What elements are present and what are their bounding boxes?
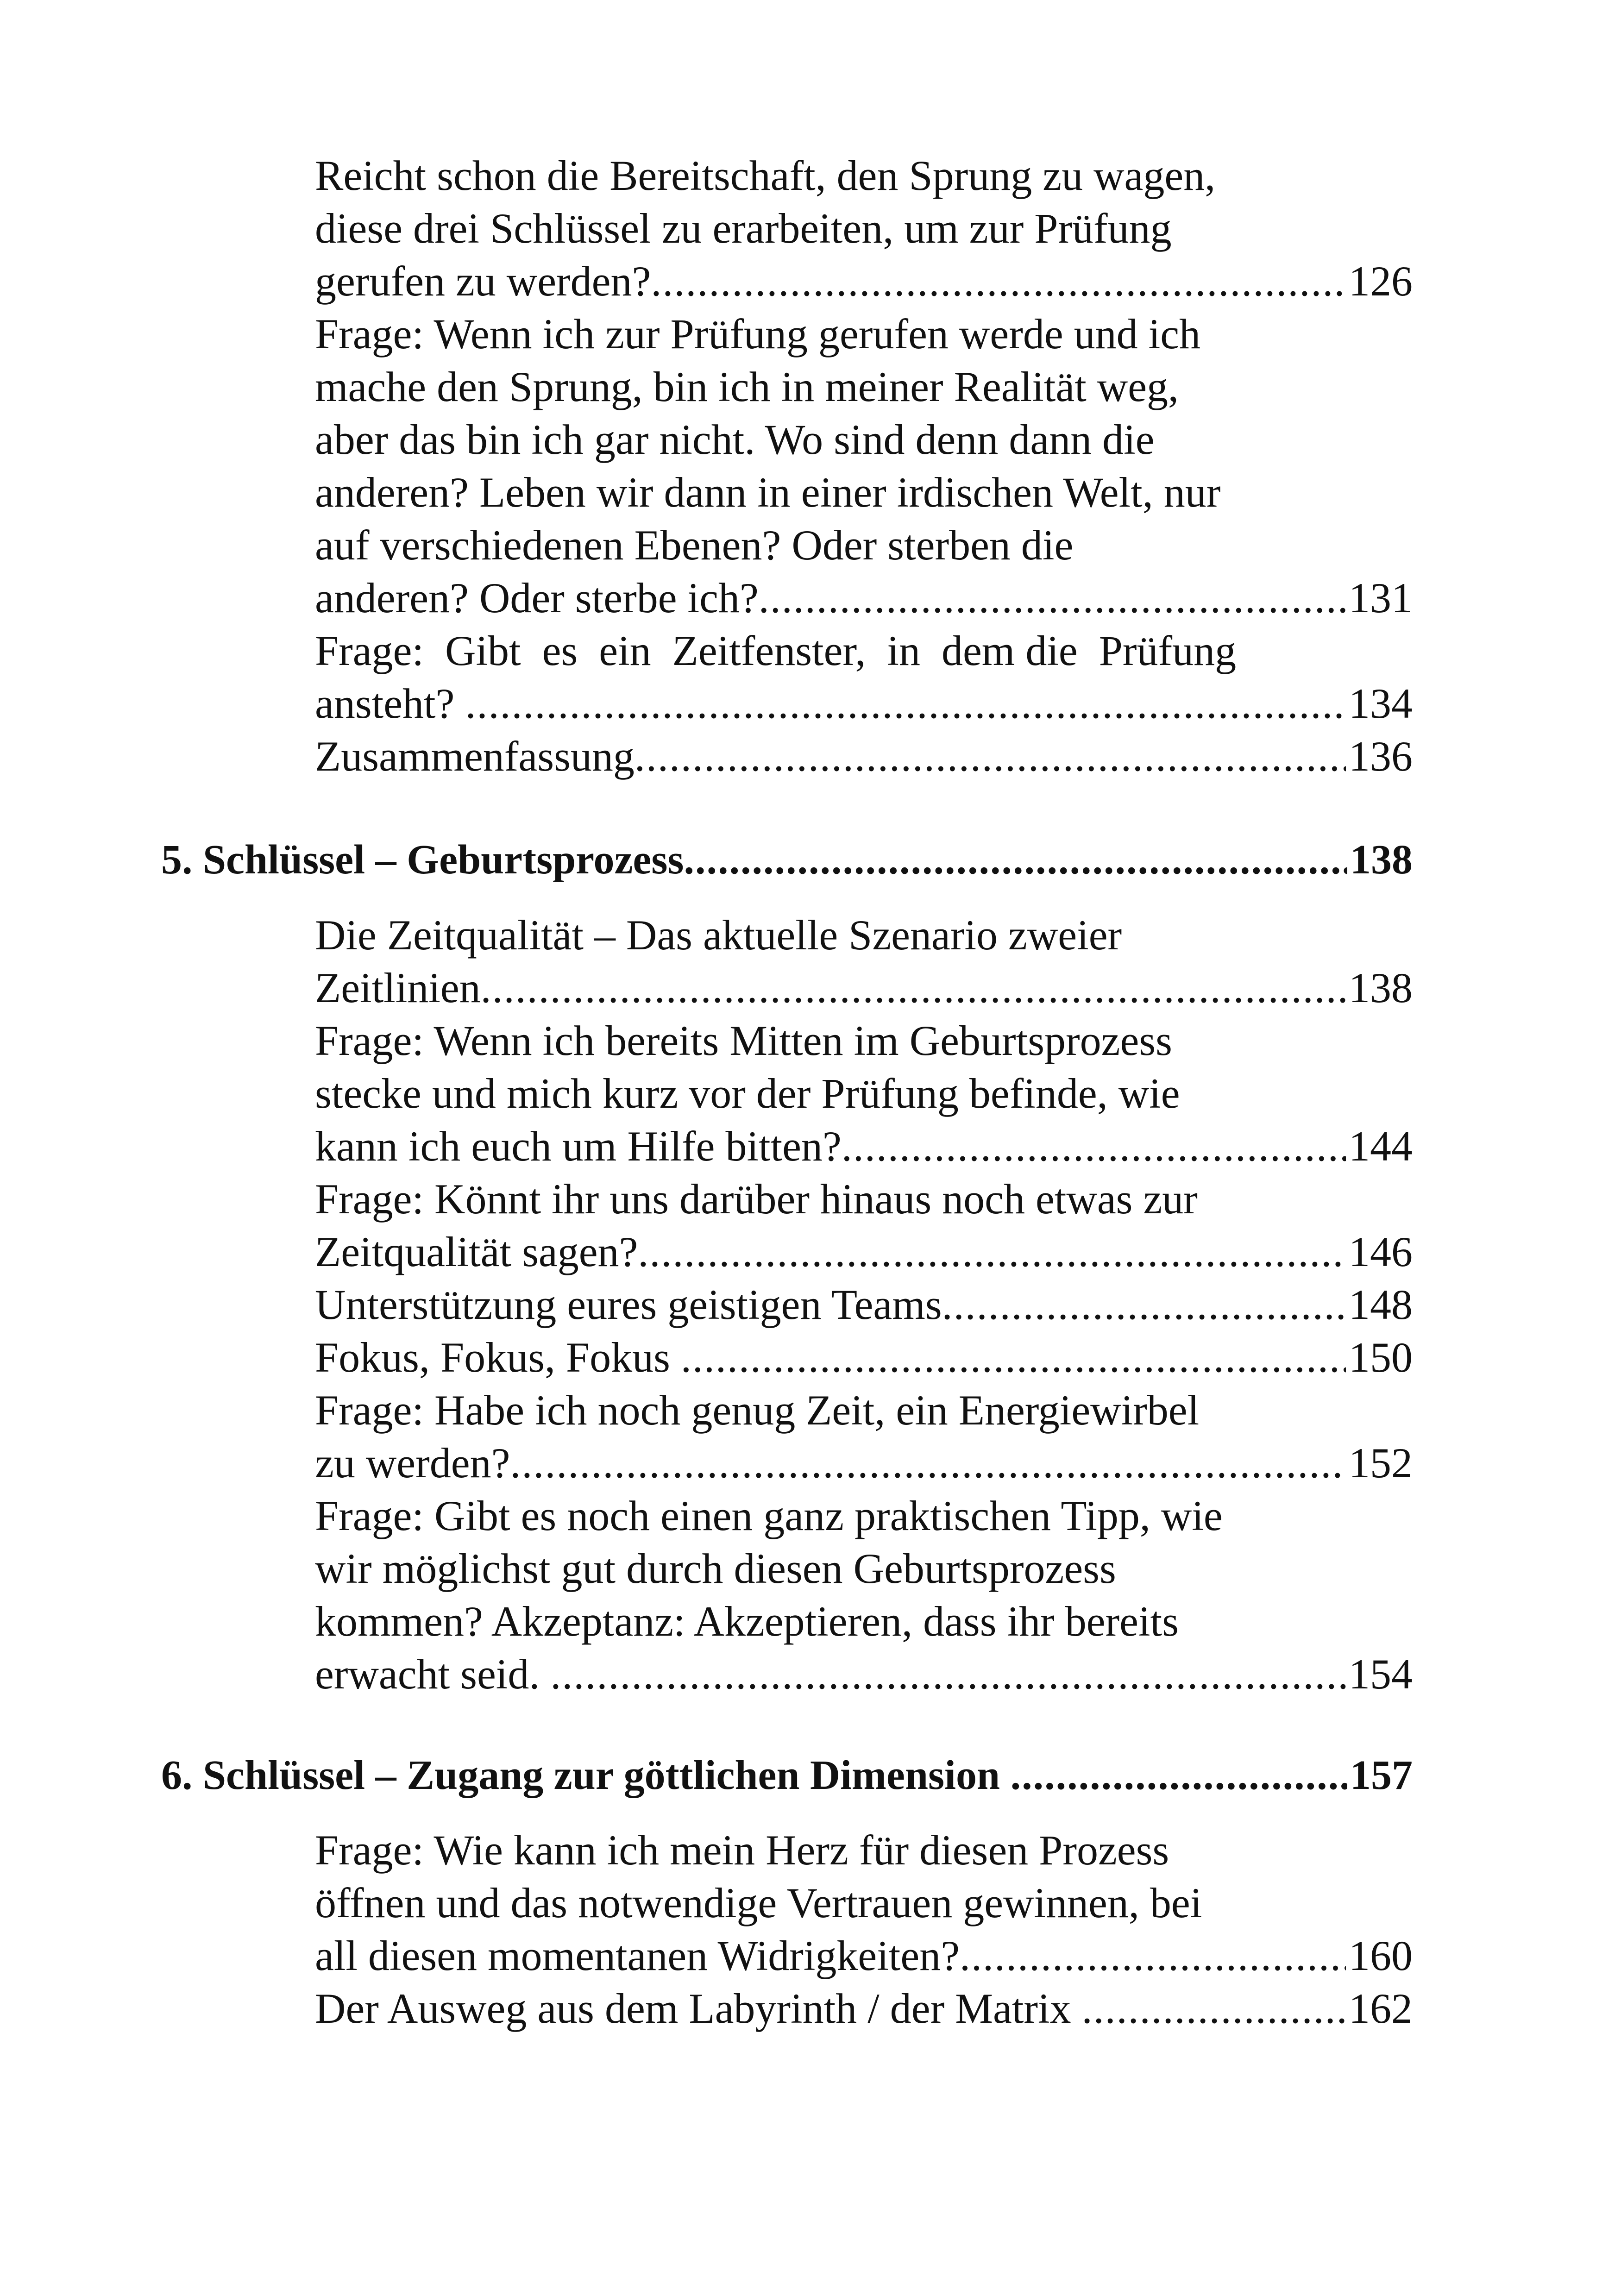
toc-entry-title: Zusammenfassung	[315, 733, 635, 780]
toc-entry-title: all diesen momentanen Widrigkeiten?	[315, 1932, 960, 1979]
toc-page-number: 150	[1349, 1334, 1413, 1381]
toc-page-number: 148	[1349, 1281, 1413, 1328]
toc-entry-line: Frage: Könnt ihr uns darüber hinaus noch etwas zur	[315, 1175, 1198, 1223]
toc-entry-title: ansteht?	[315, 680, 465, 727]
toc-entry[interactable]	[315, 1648, 1413, 1700]
toc-entry-title: erwacht seid.	[315, 1650, 551, 1698]
toc-page-number: 136	[1349, 733, 1413, 780]
toc-entry-line: Frage: Wie kann ich mein Herz für diesen Prozess	[315, 1826, 1169, 1874]
toc-entry-line: anderen? Leben wir dann in einer irdischen Welt, nur	[315, 469, 1221, 516]
toc-page-number: 152	[1349, 1439, 1413, 1487]
toc-entry[interactable]	[315, 1331, 1413, 1384]
toc-entry[interactable]	[315, 730, 1413, 783]
leader-dots	[1082, 1982, 1346, 2035]
toc-chapter-6[interactable]	[161, 1749, 1413, 1802]
toc-entry-line: Frage: Gibt es noch einen ganz praktischen Tipp, wie	[315, 1492, 1223, 1539]
toc-chapter-heading	[161, 834, 1413, 886]
toc-entry-title: zu werden?	[315, 1439, 510, 1487]
toc-page-number: 146	[1349, 1228, 1413, 1275]
toc-entry[interactable]	[315, 571, 1413, 624]
leader-dots	[638, 1225, 1346, 1278]
toc-entry-title: Der Ausweg aus dem Labyrinth / der Matrix	[315, 1985, 1082, 2032]
toc-entry-line: Frage: Wenn ich zur Prüfung gerufen werde und ich	[315, 310, 1201, 358]
toc-entry-line: Frage: Wenn ich bereits Mitten im Geburtsprozess	[315, 1017, 1172, 1064]
toc-page-number: 144	[1349, 1123, 1413, 1170]
toc-page-number: 138	[1350, 837, 1413, 883]
toc-page-number: 162	[1349, 1985, 1413, 2032]
toc-entry-line: Reicht schon die Bereitschaft, den Sprung zu wagen,	[315, 152, 1216, 199]
toc-entry-line: aber das bin ich gar nicht. Wo sind denn dann die	[315, 416, 1155, 463]
toc-entry-line: auf verschiedenen Ebenen? Oder sterben die	[315, 521, 1074, 569]
toc-entry-title: anderen? Oder sterbe ich?	[315, 574, 759, 621]
toc-entry[interactable]	[315, 1120, 1413, 1173]
toc-entry-line: öffnen und das notwendige Vertrauen gewinnen, bei	[315, 1879, 1202, 1926]
toc-entry[interactable]	[315, 1225, 1413, 1278]
toc-entry-title: Zeitlinien	[315, 964, 481, 1011]
toc-entry[interactable]	[315, 1929, 1413, 1982]
toc-section-chapter6	[315, 1824, 1413, 2035]
leader-dots	[1011, 1749, 1347, 1802]
toc-section-chapter4-continued	[315, 149, 1413, 783]
toc-entry-line: Frage: Habe ich noch genug Zeit, ein Energiewirbel	[315, 1386, 1200, 1434]
toc-entry-title: Zeitqualität sagen?	[315, 1228, 638, 1275]
toc-entry-line: Die Zeitqualität – Das aktuelle Szenario zweier	[315, 911, 1122, 959]
leader-dots	[550, 1648, 1346, 1700]
toc-entry[interactable]	[315, 1278, 1413, 1331]
leader-dots	[635, 730, 1346, 783]
toc-entry[interactable]	[315, 1437, 1413, 1489]
toc-entry-title: kann ich euch um Hilfe bitten?	[315, 1123, 842, 1170]
toc-entry[interactable]	[315, 961, 1413, 1014]
toc-page-number: 134	[1349, 680, 1413, 727]
toc-entry-line: kommen? Akzeptanz: Akzeptieren, dass ihr bereits	[315, 1598, 1179, 1645]
leader-dots	[759, 571, 1346, 624]
leader-dots	[684, 834, 1347, 886]
toc-page-number: 131	[1349, 574, 1413, 621]
leader-dots	[481, 961, 1346, 1014]
toc-entry[interactable]	[315, 255, 1413, 307]
toc-chapter-title: 5. Schlüssel – Geburtsprozess	[161, 837, 684, 883]
toc-page-number: 157	[1350, 1752, 1413, 1798]
toc-entry-line: mache den Sprung, bin ich in meiner Realität weg,	[315, 363, 1179, 410]
toc-page-number: 160	[1349, 1932, 1413, 1979]
toc-entry-line: wir möglichst gut durch diesen Geburtsprozess	[315, 1545, 1116, 1592]
toc-page-number: 154	[1349, 1650, 1413, 1698]
toc-section-chapter5	[315, 909, 1413, 1700]
leader-dots	[510, 1437, 1346, 1489]
toc-entry-title: gerufen zu werden?	[315, 257, 651, 305]
leader-dots	[651, 255, 1346, 307]
leader-dots	[842, 1120, 1346, 1173]
toc-entry-title: Fokus, Fokus, Fokus	[315, 1334, 681, 1381]
toc-entry-title: Unterstützung eures geistigen Teams	[315, 1281, 942, 1328]
toc-entry-line: stecke und mich kurz vor der Prüfung befinde, wie	[315, 1070, 1180, 1117]
toc-entry-line: diese drei Schlüssel zu erarbeiten, um zur Prüfung	[315, 205, 1172, 252]
toc-chapter-title: 6. Schlüssel – Zugang zur göttlichen Dimension	[161, 1752, 1011, 1798]
toc-chapter-5[interactable]	[161, 834, 1413, 886]
toc-entry[interactable]	[315, 677, 1413, 730]
toc-entry[interactable]	[315, 1982, 1413, 2035]
toc-page-number: 138	[1349, 964, 1413, 1011]
toc-entry-line: Frage: Gibt es ein Zeitfenster, in dem die Prüfung	[315, 627, 1237, 674]
toc-chapter-heading	[161, 1749, 1413, 1802]
leader-dots	[942, 1278, 1346, 1331]
toc-page-number: 126	[1349, 257, 1413, 305]
leader-dots	[465, 677, 1346, 730]
leader-dots	[681, 1331, 1346, 1384]
leader-dots	[960, 1929, 1346, 1982]
